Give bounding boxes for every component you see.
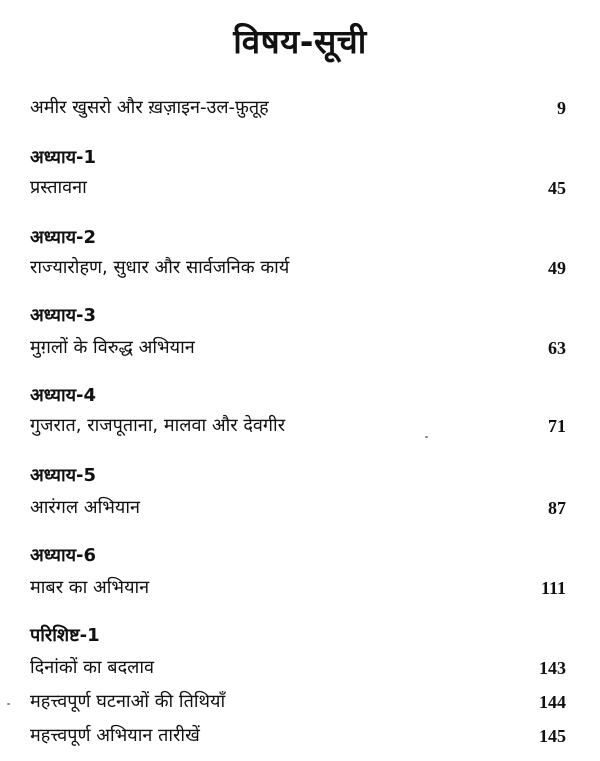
toc-entry-chapter-4[interactable] (30, 414, 566, 440)
toc-entry-page: 49 (548, 258, 566, 278)
toc-entry-page: 71 (548, 416, 566, 436)
toc-entry-chapter-2[interactable] (30, 256, 566, 282)
chapter-heading-label: अध्याय-1 (30, 147, 97, 168)
chapter-heading-2 (30, 226, 566, 252)
chapter-heading-4 (30, 384, 566, 410)
appendix-heading (30, 624, 566, 650)
chapter-heading-3 (30, 304, 566, 330)
chapter-heading-5 (30, 464, 566, 490)
toc-entry-label: माबर का अभियान (30, 577, 150, 598)
toc-entry-label: प्रस्तावना (30, 177, 87, 198)
toc-entry-label: महत्त्वपूर्ण घटनाओं की तिथियाँ (30, 691, 226, 712)
toc-entry-label: अमीर खुसरो और ख़ज़ाइन-उल-फ़ुतूह (30, 97, 269, 118)
toc-entry-page: 145 (539, 726, 566, 746)
toc-entry-chapter-5[interactable] (30, 496, 566, 522)
toc-entry-page: 87 (548, 498, 566, 518)
scan-speck (425, 436, 428, 438)
toc-entry-page: 45 (548, 178, 566, 198)
chapter-heading-1 (30, 146, 566, 172)
chapter-heading-6 (30, 544, 566, 570)
toc-entry-page: 111 (540, 578, 566, 598)
toc-entry-label: गुजरात, राजपूताना, मालवा और देवगीर (30, 415, 286, 436)
page-title: विषय-सूची (233, 22, 367, 61)
toc-entry-page: 9 (557, 98, 566, 118)
scan-speck (7, 703, 10, 705)
toc-entry-intro[interactable] (30, 96, 566, 122)
toc-entry-page: 144 (539, 692, 566, 712)
toc-entry-label: दिनांकों का बदलाव (30, 657, 154, 678)
toc-entry-label: आरंगल अभियान (30, 497, 140, 518)
toc-entry-page: 63 (548, 338, 566, 358)
toc-entry-chapter-1[interactable] (30, 176, 566, 202)
toc-entry-chapter-6[interactable] (30, 576, 566, 602)
toc-entry-label: मुग़लों के विरुद्ध अभियान (30, 337, 195, 358)
chapter-heading-label: अध्याय-6 (30, 545, 97, 566)
toc-entry-label: महत्त्वपूर्ण अभियान तारीखें (30, 725, 200, 746)
toc-entry-appendix-1[interactable] (30, 656, 566, 682)
appendix-heading-label: परिशिष्ट-1 (30, 625, 100, 646)
chapter-heading-label: अध्याय-4 (30, 385, 97, 406)
chapter-heading-label: अध्याय-5 (30, 465, 97, 486)
toc-entry-chapter-3[interactable] (30, 336, 566, 362)
chapter-heading-label: अध्याय-3 (30, 305, 97, 326)
chapter-heading-label: अध्याय-2 (30, 227, 97, 248)
toc-entry-appendix-2[interactable] (30, 690, 566, 716)
toc-entry-page: 143 (539, 658, 566, 678)
toc-entry-appendix-3[interactable] (30, 724, 566, 750)
toc-entry-label: राज्यारोहण, सुधार और सार्वजनिक कार्य (30, 257, 290, 278)
